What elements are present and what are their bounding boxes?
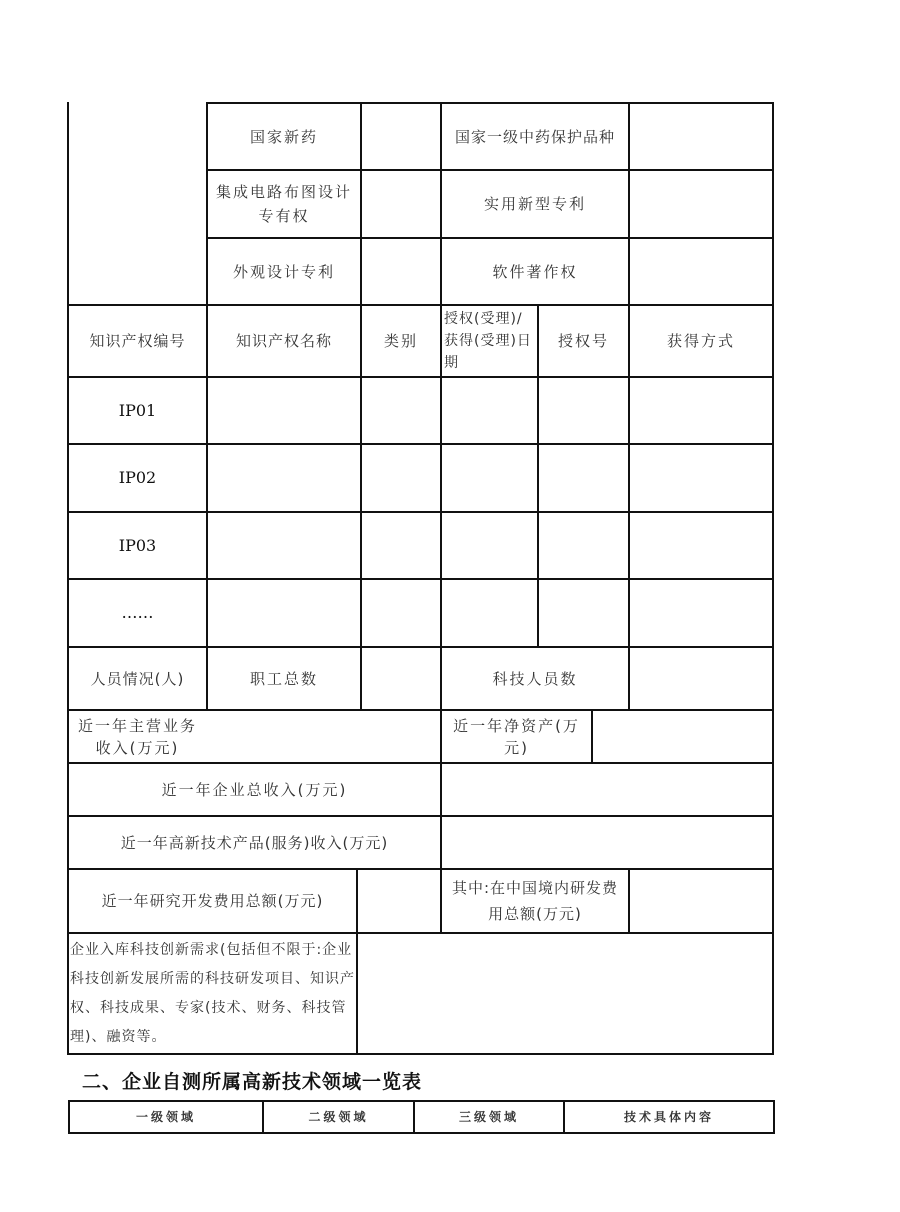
hitech-revenue-label: 近一年高新技术产品(服务)收入(万元) [120,833,389,852]
category-tcm-protected: 国家一级中药保护品种 [454,127,615,146]
category-utility-model: 实用新型专利 [483,195,586,213]
net-assets-label: 近一年净资产(万元) [453,716,580,757]
staff-tech-label: 科技人员数 [492,669,578,688]
innovation-needs-label: 企业入库科技创新需求(包括但不限于:企业科技创新发展所需的科技研发项目、知识产权、科技成果、专家(技术、财务、科技管理)、融资等。 [70,942,355,1045]
header-level1-domain: 一级领域 [135,1110,196,1124]
header-grant-number: 授权号 [557,332,609,350]
category-software-copyright: 软件著作权 [492,262,578,281]
header-ip-number: 知识产权编号 [89,332,186,350]
staff-total-label: 职工总数 [249,669,318,688]
rd-domestic-label: 其中:在中国境内研发费用总额(万元) [451,879,619,923]
header-acquisition-method: 获得方式 [666,332,735,350]
section-2-title: 二、企业自测所属高新技术领域一览表 [82,1071,423,1093]
category-ic-layout: 集成电路布图设计专有权 [215,183,352,225]
category-national-new-drug: 国家新药 [249,127,318,146]
ip-row-id: IP01 [118,400,157,420]
ip-row-id: …… [121,603,154,622]
main-revenue-label: 近一年主营业务收入(万元) [77,716,197,757]
header-tech-content: 技术具体内容 [623,1110,714,1124]
ip-row-id: IP02 [118,468,157,487]
header-category: 类别 [383,332,418,350]
rd-total-label: 近一年研究开发费用总额(万元) [101,892,324,910]
header-ip-name: 知识产权名称 [235,332,332,350]
header-level3-domain: 三级领域 [458,1110,519,1124]
ip-row-id: IP03 [118,535,157,555]
category-design-patent: 外观设计专利 [232,262,335,281]
staff-label: 人员情况(人) [90,669,185,688]
header-level2-domain: 二级领域 [308,1110,369,1124]
header-grant-date: 授权(受理)/获得(受理)日期 [444,311,532,371]
total-revenue-label: 近一年企业总收入(万元) [161,780,348,799]
